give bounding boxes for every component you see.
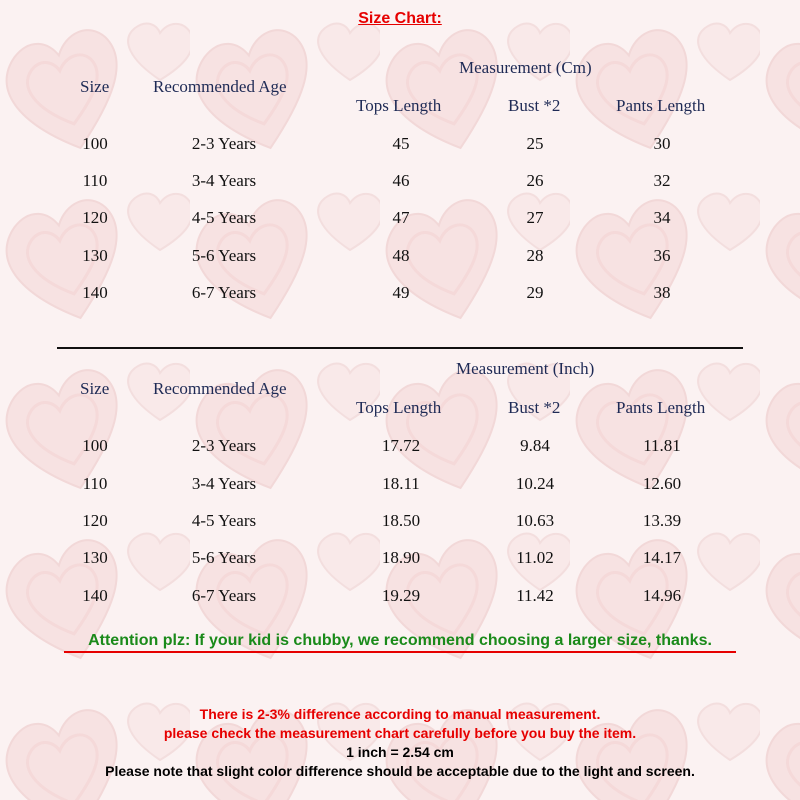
column-header-bust: Bust *2 <box>508 398 561 417</box>
cell-age: 5-6 Years <box>191 548 257 567</box>
cell-pants: 12.60 <box>642 474 682 493</box>
column-header-pants: Pants Length <box>616 398 706 417</box>
inch-conversion-note: 1 inch = 2.54 cm <box>346 744 454 760</box>
cell-pants: 32 <box>653 171 671 190</box>
cell-size: 100 <box>82 436 108 455</box>
cell-size: 130 <box>82 246 108 265</box>
cell-tops: 19.29 <box>381 586 421 605</box>
cell-tops: 47 <box>392 208 410 227</box>
check-chart-note: please check the measurement chart carefully before you buy the item. <box>163 725 637 741</box>
cell-age: 4-5 Years <box>191 208 257 227</box>
cell-bust: 25 <box>526 134 544 153</box>
cell-age: 6-7 Years <box>191 586 257 605</box>
cell-tops: 18.11 <box>382 474 420 493</box>
cell-tops: 46 <box>392 171 410 190</box>
group-header-inch: Measurement (Inch) <box>456 359 595 378</box>
cell-bust: 9.84 <box>520 436 550 455</box>
cell-pants: 14.17 <box>642 548 682 567</box>
cell-tops: 48 <box>392 246 410 265</box>
cell-size: 140 <box>82 283 108 302</box>
cell-bust: 10.63 <box>515 511 555 530</box>
group-header-cm: Measurement (Cm) <box>459 58 592 77</box>
cell-pants: 14.96 <box>642 586 682 605</box>
cell-age: 6-7 Years <box>191 283 257 302</box>
cell-age: 4-5 Years <box>191 511 257 530</box>
cell-age: 5-6 Years <box>191 246 257 265</box>
cell-size: 130 <box>82 548 108 567</box>
cell-size: 120 <box>82 208 108 227</box>
cell-bust: 26 <box>526 171 544 190</box>
column-header-bust: Bust *2 <box>508 96 561 115</box>
attention-underline <box>64 651 736 653</box>
cell-tops: 45 <box>392 134 410 153</box>
column-header-tops: Tops Length <box>356 398 442 417</box>
cell-bust: 29 <box>526 283 544 302</box>
column-header-size: Size <box>80 77 110 96</box>
cell-tops: 18.50 <box>381 511 421 530</box>
cell-bust: 11.42 <box>516 586 554 605</box>
cell-pants: 11.81 <box>643 436 681 455</box>
column-header-age: Recommended Age <box>153 379 287 398</box>
cell-pants: 30 <box>653 134 671 153</box>
page-title: Size Chart: <box>358 10 442 27</box>
cell-age: 3-4 Years <box>191 171 257 190</box>
column-header-size: Size <box>80 379 110 398</box>
cell-pants: 36 <box>653 246 671 265</box>
cell-age: 2-3 Years <box>191 134 257 153</box>
cell-pants: 34 <box>653 208 671 227</box>
cell-tops: 49 <box>392 283 410 302</box>
cell-size: 100 <box>82 134 108 153</box>
cell-age: 2-3 Years <box>191 436 257 455</box>
cell-size: 110 <box>82 171 108 190</box>
cell-bust: 11.02 <box>516 548 554 567</box>
attention-note: Attention plz: If your kid is chubby, we recommend choosing a larger size, thanks. <box>88 632 712 649</box>
cell-tops: 18.90 <box>381 548 421 567</box>
color-difference-note: Please note that slight color difference should be acceptable due to the light and screen. <box>105 763 695 779</box>
cell-size: 120 <box>82 511 108 530</box>
cell-bust: 10.24 <box>515 474 555 493</box>
cell-bust: 27 <box>526 208 544 227</box>
column-header-pants: Pants Length <box>616 96 706 115</box>
cell-size: 140 <box>82 586 108 605</box>
cell-pants: 13.39 <box>642 511 682 530</box>
cell-tops: 17.72 <box>381 436 421 455</box>
section-divider <box>57 347 743 349</box>
measurement-difference-note: There is 2-3% difference according to manual measurement. <box>199 706 601 722</box>
column-header-age: Recommended Age <box>153 77 287 96</box>
cell-bust: 28 <box>526 246 544 265</box>
cell-pants: 38 <box>653 283 671 302</box>
cell-age: 3-4 Years <box>191 474 257 493</box>
cell-size: 110 <box>82 474 108 493</box>
column-header-tops: Tops Length <box>356 96 442 115</box>
